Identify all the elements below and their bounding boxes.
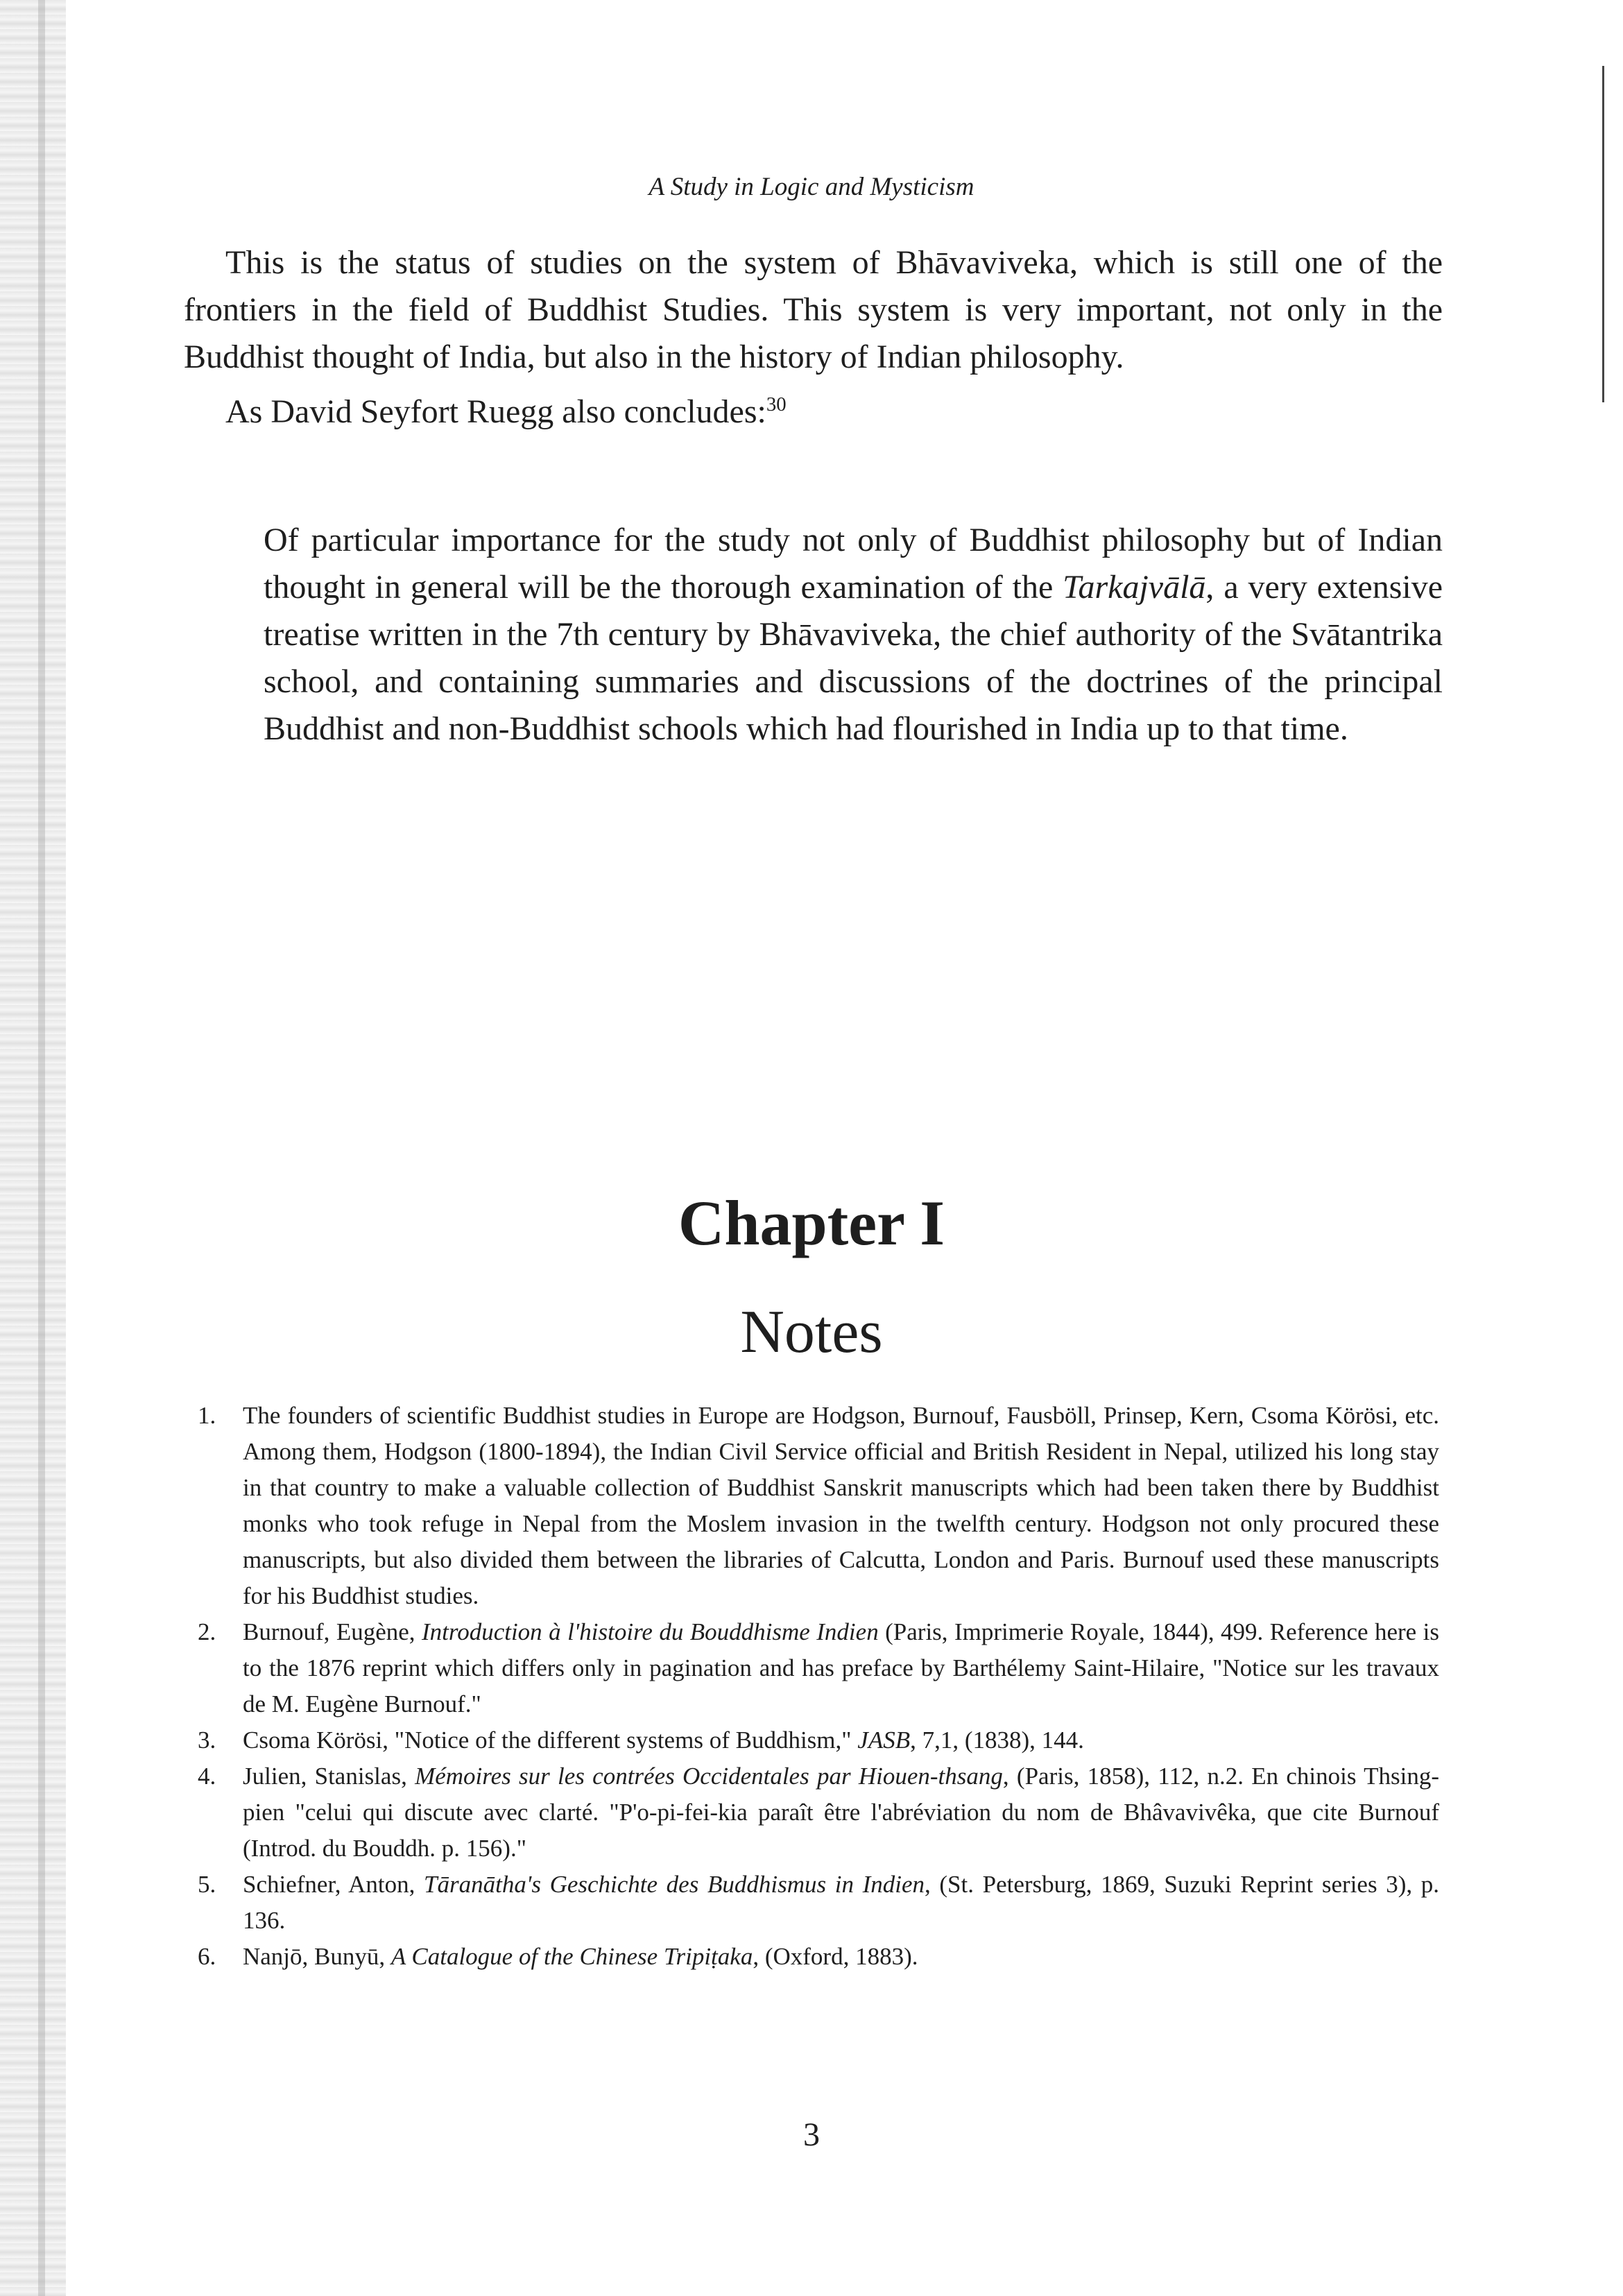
note-item xyxy=(198,1398,1439,1614)
note-text-part: (Paris, Imprimerie Royale, 1844), 499. Reference here is to the 1876 reprint which differs only in pagination and has preface by Barthélemy Saint-Hilaire, "Notice sur les travaux de M. Eugène Burnouf." xyxy=(243,1618,1440,1717)
note-text xyxy=(243,1867,1439,1939)
note-text-part: Julien, Stanislas, xyxy=(243,1763,415,1790)
note-italic-title: Tāranātha's Geschichte des Buddhismus in Indien xyxy=(424,1871,925,1898)
note-item xyxy=(198,1939,1439,1975)
note-number: 3. xyxy=(198,1727,216,1754)
note-item xyxy=(198,1614,1439,1722)
note-number: 2. xyxy=(198,1618,216,1645)
note-text xyxy=(243,1722,1439,1758)
note-text xyxy=(243,1939,1439,1975)
chapter-title: Chapter I xyxy=(678,1188,945,1258)
quote-title: Tarkajvālā xyxy=(1063,569,1206,606)
note-text xyxy=(243,1398,1439,1614)
block-quote xyxy=(264,517,1443,753)
note-text-part: , (Oxford, 1883). xyxy=(753,1943,918,1970)
note-number: 1. xyxy=(198,1402,216,1429)
note-text-part: , (St. Petersburg, 1869, Suzuki Reprint series 3), p. 136. xyxy=(243,1871,1439,1934)
scan-edge-line xyxy=(38,0,45,2296)
note-text-part: , (Paris, 1858), 112, n.2. En chinois Thsing-pien "celui qui discute avec clarté. "P'o-pi-fei-kia paraît être l'abréviation du nom de Bhâvavivêka, que cite Burnouf (Introd. du Bouddh. p. 156)." xyxy=(243,1763,1439,1862)
note-italic-title: Mémoires sur les contrées Occidentales par Hiouen-thsang xyxy=(415,1763,1003,1790)
page-number: 3 xyxy=(803,2116,820,2153)
note-text-part: Schiefner, Anton, xyxy=(243,1871,424,1898)
notes-title: Notes xyxy=(740,1299,883,1366)
paragraph-1: This is the status of studies on the system of Bhāvaviveka, which is still one of the frontiers in the field of Buddhist Studies. This system is very important, not only in the Buddhist thought of India, but also in the history of Indian philosophy. xyxy=(184,244,1443,375)
note-text xyxy=(243,1614,1439,1722)
margin-rule xyxy=(1602,66,1604,402)
note-item xyxy=(198,1758,1439,1867)
quote-text-after: , a very extensive treatise written in the 7th century by Bhāvaviveka, the chief authority of the Svātantrika school, and containing summaries and discussions of the doctrines of the principal Buddhist and non-Buddhist schools which had flourished in India up to that time. xyxy=(264,569,1443,747)
note-italic-title: JASB xyxy=(857,1727,911,1754)
note-text-part: Burnouf, Eugène, xyxy=(243,1618,422,1645)
paragraph-2 xyxy=(184,381,1443,436)
note-item xyxy=(198,1867,1439,1939)
scan-edge-shadow xyxy=(0,0,66,2296)
note-text xyxy=(243,1758,1439,1867)
note-number: 6. xyxy=(198,1943,216,1970)
note-italic-title: Introduction à l'histoire du Bouddhisme Indien xyxy=(422,1618,879,1645)
footnote-ref: 30 xyxy=(766,393,787,415)
note-number: 4. xyxy=(198,1763,216,1790)
note-text-part: The founders of scientific Buddhist studies in Europe are Hodgson, Burnouf, Fausböll, Prinsep, Kern, Csoma Körösi, etc. Among them, Hodgson (1800-1894), the Indian Civil Service official and British Resident in Nepal, utilized his long stay in that country to make a valuable collection of Buddhist Sanskrit manuscripts which had been taken there by Buddhist monks who took refuge in Nepal from the Moslem invasion in the twelfth century. Hodgson not only procured these manuscripts, but also divided them between the libraries of Calcutta, London and Paris. Burnouf used these manuscripts for his Buddhist studies. xyxy=(243,1402,1439,1609)
paragraph-2-text: As David Seyfort Ruegg also concludes: xyxy=(225,393,766,430)
quote-text-before: Of particular importance for the study not only of Buddhist philosophy but of Indian thought in general will be the thorough examination of the xyxy=(264,522,1443,606)
running-head: A Study in Logic and Mysticism xyxy=(649,173,974,201)
note-text-part: , 7,1, (1838), 144. xyxy=(910,1727,1084,1754)
note-text-part: Csoma Körösi, "Notice of the different systems of Buddhism," xyxy=(243,1727,858,1754)
note-number: 5. xyxy=(198,1871,216,1898)
note-italic-title: A Catalogue of the Chinese Tripiṭaka xyxy=(390,1943,753,1970)
notes-list xyxy=(198,1398,1439,1975)
note-item xyxy=(198,1722,1439,1758)
body-paragraphs xyxy=(184,239,1443,436)
note-text-part: Nanjō, Bunyū, xyxy=(243,1943,391,1970)
